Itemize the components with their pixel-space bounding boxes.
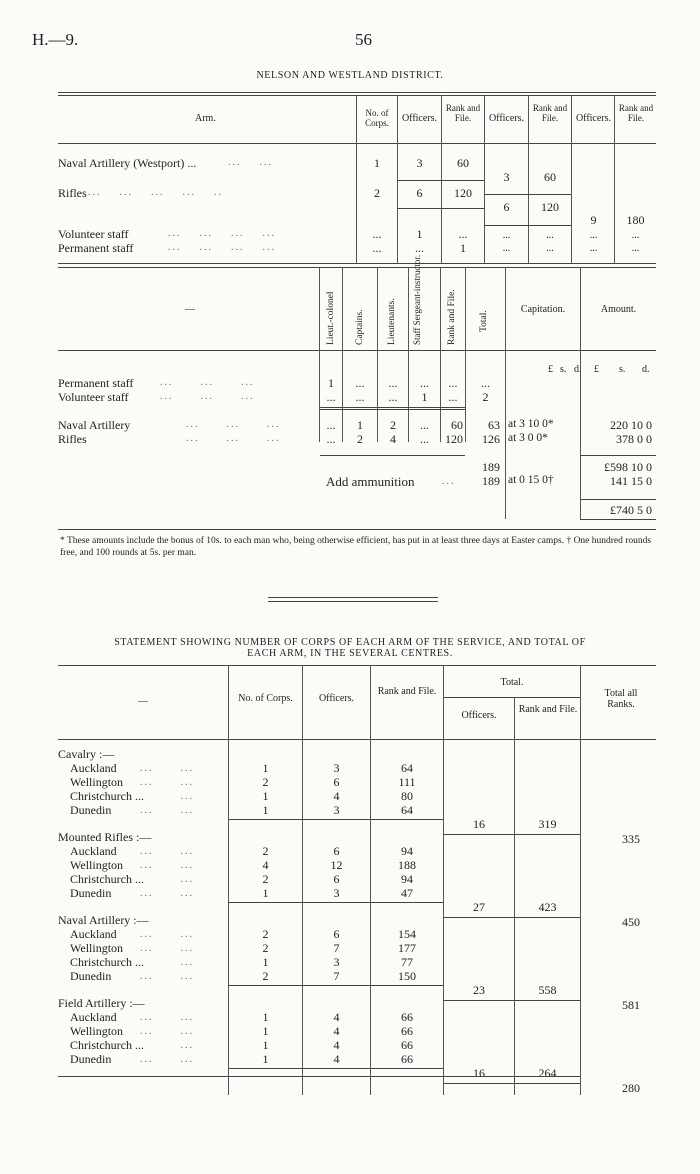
group-total-all: 450 bbox=[622, 915, 640, 929]
col-officers: Officers. bbox=[401, 113, 438, 124]
col-rank-file: Rank and File. bbox=[377, 686, 437, 697]
group-total-officers: 16 bbox=[473, 1066, 485, 1080]
row-label: Rifles bbox=[58, 186, 87, 200]
col-captains: Captains. bbox=[355, 309, 365, 345]
col-arm: Arm. bbox=[195, 113, 216, 124]
group-total-rank: 264 bbox=[538, 1066, 557, 1080]
statement-title: STATEMENT SHOWING NUMBER OF CORPS OF EACH ARM OF THE SERVICE, AND TOTAL OF bbox=[114, 637, 586, 648]
col-total-officers: Officers. bbox=[461, 710, 497, 721]
sub-rank-2: 120 bbox=[541, 200, 559, 214]
group-total-all: 280 bbox=[622, 1081, 640, 1095]
col-dash: — bbox=[138, 696, 148, 707]
col-capitation: Capitation. bbox=[520, 304, 566, 315]
col-officers-total: Officers. bbox=[575, 113, 612, 124]
group-total-rank: 423 bbox=[538, 900, 557, 914]
col-rank-file: Rank and File. bbox=[445, 103, 481, 123]
row-label: Permanent staff bbox=[58, 241, 134, 255]
page-number: 56 bbox=[355, 30, 372, 49]
row-label: Naval Artillery bbox=[58, 418, 131, 432]
col-no-of-corps: No. of Corps. bbox=[365, 108, 389, 128]
group-total-officers: 23 bbox=[473, 983, 485, 997]
row-label: Permanent staff bbox=[58, 376, 134, 390]
row-label: Volunteer staff bbox=[58, 390, 129, 404]
col-total-all-ranks: Total all Ranks. bbox=[604, 688, 638, 710]
sub-officers-2: 6 bbox=[503, 200, 510, 214]
col-lieut-colonel: Lieut.-colonel bbox=[326, 291, 336, 345]
group-total-rank: 558 bbox=[538, 983, 557, 997]
col-rank-file-sub: Rank and File. bbox=[532, 103, 568, 123]
col-no-of-corps: No. of Corps. bbox=[238, 693, 293, 704]
group-total-all: 335 bbox=[622, 832, 640, 846]
footnote: * These amounts include the bonus of 10s. to each man who, being otherwise efficient, has put in at least three days at Easter camps. † One hundred rounds free, and 100 rounds at 5s. per man. bbox=[60, 536, 652, 558]
col-staff-sergeant: Staff Sergeant-instructor. bbox=[412, 254, 422, 345]
group-total-officers: 16 bbox=[473, 817, 485, 831]
col-amount: Amount. bbox=[600, 304, 637, 315]
subtotal-amount: £598 10 0 bbox=[604, 460, 652, 474]
group-total-rank: 319 bbox=[538, 817, 557, 831]
col-lieutenants: Lieutenants. bbox=[387, 298, 397, 345]
col-total-header: Total. bbox=[500, 677, 524, 688]
col-total: Total. bbox=[479, 310, 489, 332]
subtotal-total: 189 bbox=[482, 460, 500, 474]
row-label: Volunteer staff bbox=[58, 227, 129, 241]
sub-rank-1: 60 bbox=[544, 170, 556, 184]
grand-total: £740 5 0 bbox=[610, 503, 652, 517]
group-label: Field Artillery :— bbox=[58, 996, 145, 1010]
col-total-rank: Rank and File. bbox=[518, 704, 578, 715]
col-officers-sub: Officers. bbox=[488, 113, 525, 124]
row-label: Naval Artillery (Westport) ... bbox=[58, 156, 197, 170]
total-rank: 180 bbox=[626, 213, 645, 227]
group-total-officers: 27 bbox=[473, 900, 485, 914]
district-title: NELSON AND WESTLAND DISTRICT. bbox=[256, 70, 444, 81]
sub-officers-1: 3 bbox=[503, 170, 510, 184]
total-officers: 9 bbox=[590, 213, 597, 227]
group-total-all: 581 bbox=[622, 998, 640, 1012]
col-rank-and-file: Rank and File. bbox=[447, 289, 457, 345]
group-label: Mounted Rifles :— bbox=[58, 830, 152, 844]
col-rank-file-total: Rank and File. bbox=[618, 103, 654, 123]
row-label: Rifles bbox=[58, 432, 87, 446]
col-officers: Officers. bbox=[318, 693, 355, 704]
group-label: Cavalry :— bbox=[58, 747, 115, 761]
group-label: Naval Artillery :— bbox=[58, 913, 149, 927]
document-reference: H.—9. bbox=[32, 30, 79, 49]
statement-title-2: EACH ARM, IN THE SEVERAL CENTRES. bbox=[247, 648, 453, 659]
col-dash: — bbox=[185, 304, 195, 315]
